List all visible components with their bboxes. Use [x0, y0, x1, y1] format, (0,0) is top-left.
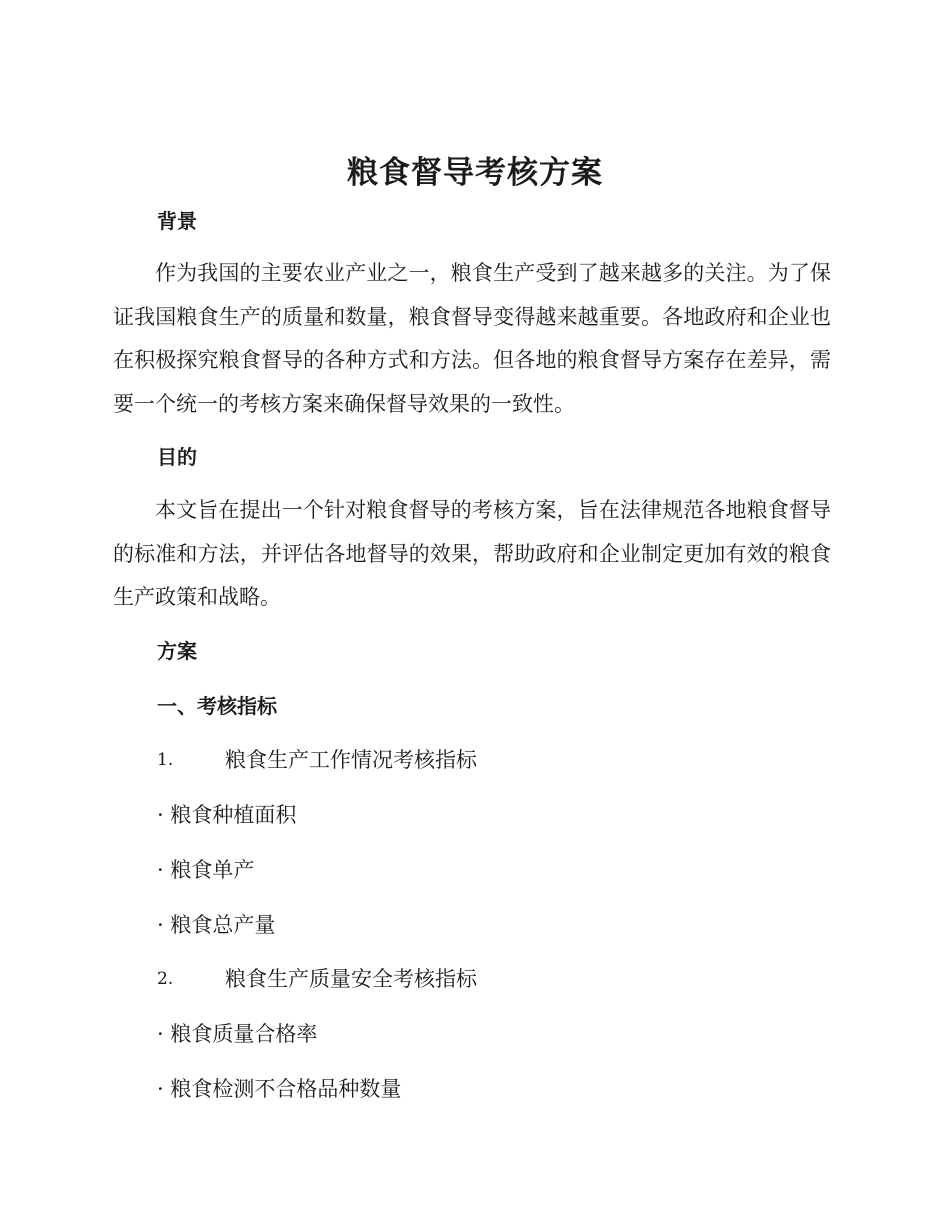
list-item: · 粮食单产 [157, 858, 255, 882]
section-heading-indicators: 一、考核指标 [157, 694, 277, 718]
list-item: · 粮食总产量 [157, 913, 276, 937]
purpose-paragraph: 本文旨在提出一个针对粮食督导的考核方案，旨在法律规范各地粮食督导的标准和方法，并评估各地督导的效果，帮助政府和企业制定更加有效的粮食生产政策和战略。 [113, 498, 831, 609]
list-item: · 粮食种植面积 [157, 803, 297, 827]
background-paragraph: 作为我国的主要农业产业之一，粮食生产受到了越来越多的关注。为了保证我国粮食生产的质量和数量，粮食督导变得越来越重要。各地政府和企业也在积极探究粮食督导的各种方式和方法。但各地的粮食督导方案存在差异，需要一个统一的考核方案来确保督导效果的一致性。 [113, 261, 831, 416]
indicator-group-number: 2. [157, 969, 174, 989]
section-heading-background: 背景 [157, 209, 197, 233]
list-item: · 粮食质量合格率 [157, 1022, 318, 1046]
document-title: 粮食督导考核方案 [347, 155, 603, 191]
list-item: · 粮食检测不合格品种数量 [157, 1077, 402, 1101]
indicator-group-1 [157, 745, 477, 775]
indicator-group-2 [157, 964, 477, 994]
indicator-group-number: 1. [157, 750, 174, 770]
section-heading-purpose: 目的 [157, 445, 197, 469]
indicator-group-label: 粮食生产工作情况考核指标 [225, 748, 477, 772]
indicator-group-label: 粮食生产质量安全考核指标 [225, 967, 477, 991]
section-heading-plan: 方案 [157, 639, 197, 663]
